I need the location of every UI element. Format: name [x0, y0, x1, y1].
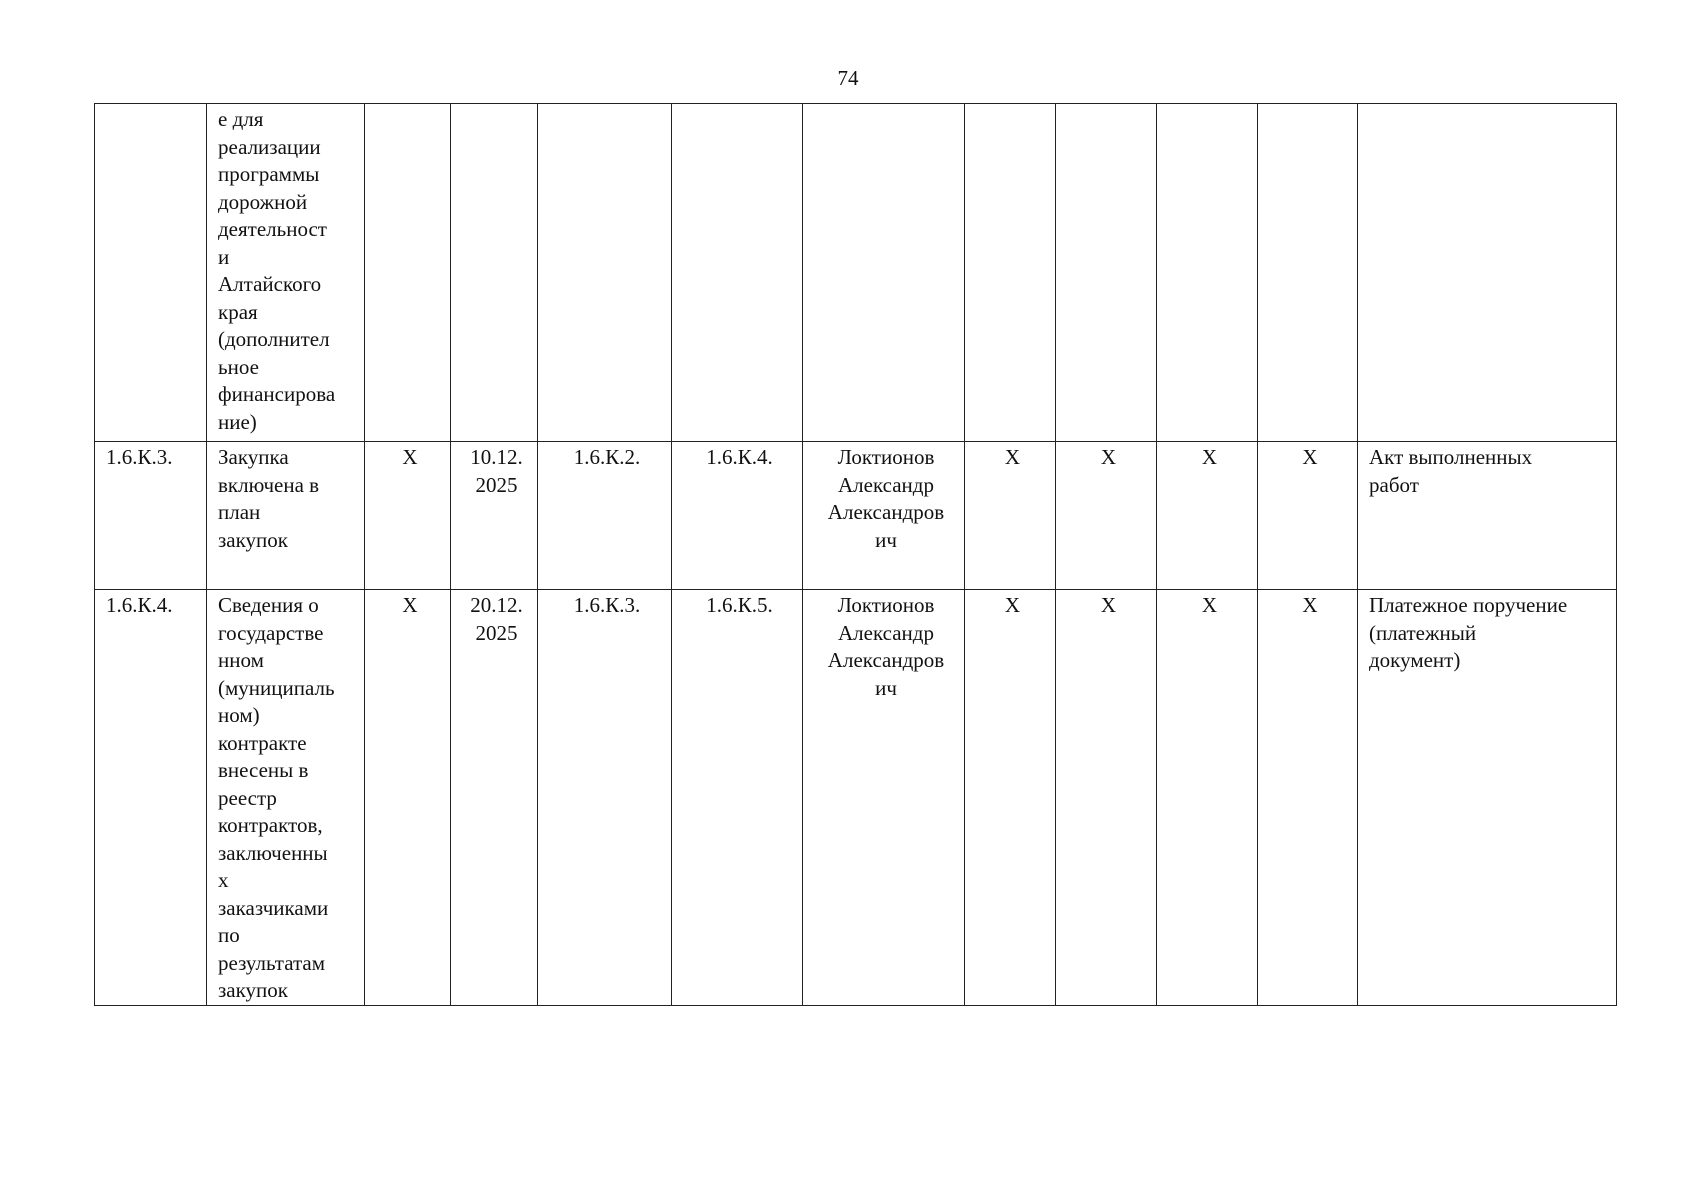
- cell-x3: X: [1157, 590, 1258, 1006]
- cell-result: [1358, 104, 1617, 442]
- cell-date: [451, 442, 538, 590]
- table-row: [95, 104, 1617, 442]
- cell-result: [1358, 442, 1617, 590]
- cell-name-line: внесены в: [218, 758, 309, 782]
- cell-prev: 1.6.К.2.: [538, 442, 672, 590]
- cell-responsible: [803, 442, 965, 590]
- table-row: [95, 442, 1617, 590]
- cell-responsible-line: Александр: [838, 620, 934, 645]
- cell-name-line: Сведения о: [218, 593, 319, 617]
- cell-name-line: края: [218, 299, 258, 324]
- cell-name-line: ьное: [218, 354, 259, 379]
- cell-name-line: программы: [218, 162, 320, 186]
- cell-date-line: 2025: [475, 472, 518, 497]
- cell-name-line: и: [218, 244, 230, 269]
- cell-name-line: (муниципаль: [218, 675, 335, 700]
- cell-result: [1358, 590, 1617, 1006]
- cell-prev: [538, 104, 672, 442]
- cell-col3: X: [365, 590, 451, 1006]
- cell-name-line: по: [218, 923, 240, 947]
- cell-result-line: Акт выполненных: [1369, 445, 1533, 469]
- cell-responsible-line: Александров: [827, 500, 945, 524]
- cell-name-line: дорожной: [218, 189, 308, 214]
- cell-x4: X: [1258, 590, 1358, 1006]
- cell-name-line: государстве: [218, 620, 324, 645]
- cell-name-line: х: [218, 868, 229, 892]
- cell-name-line: финансирова: [218, 382, 336, 406]
- cell-responsible-line: Локтионов: [837, 593, 935, 617]
- cell-name: [207, 104, 365, 442]
- cell-name-line: ние): [218, 409, 257, 434]
- cell-result-line: документ): [1369, 648, 1461, 672]
- cell-x4: X: [1258, 442, 1358, 590]
- cell-name-line: включена в: [218, 472, 320, 497]
- cell-name-line: реализации: [218, 134, 321, 159]
- cell-name-line: Закупка: [218, 445, 289, 469]
- cell-responsible: [803, 104, 965, 442]
- cell-name-line: ном): [218, 703, 260, 727]
- cell-responsible-line: Локтионов: [837, 445, 935, 469]
- cell-name-line: (дополнител: [218, 327, 330, 351]
- cell-responsible-line: ич: [875, 527, 897, 552]
- cell-result-line: Платежное поручение: [1369, 593, 1568, 617]
- cell-name-line: контрактов,: [218, 813, 323, 837]
- cell-date-line: 10.12.: [470, 445, 523, 469]
- cell-name-line: контракте: [218, 730, 307, 755]
- cell-name-line: Алтайского: [218, 272, 322, 296]
- cell-name-line: закупок: [218, 978, 288, 1002]
- cell-x1: X: [965, 590, 1056, 1006]
- cell-name-line: результатам: [218, 950, 326, 975]
- cell-next: [672, 104, 803, 442]
- cell-name-line: е для: [218, 107, 264, 131]
- cell-name: [207, 590, 365, 1006]
- cell-code: [95, 104, 207, 442]
- cell-date: [451, 104, 538, 442]
- cell-result-line: работ: [1369, 472, 1419, 497]
- cell-next: 1.6.К.5.: [672, 590, 803, 1006]
- cell-name-line: реестр: [218, 785, 277, 810]
- cell-code: 1.6.К.3.: [95, 442, 207, 590]
- cell-result-line: (платежный: [1369, 620, 1477, 645]
- cell-responsible-line: Александр: [838, 472, 934, 497]
- cell-responsible: [803, 590, 965, 1006]
- cell-col3: X: [365, 442, 451, 590]
- cell-prev: 1.6.К.3.: [538, 590, 672, 1006]
- cell-x2: [1056, 104, 1157, 442]
- cell-name-line: нном: [218, 648, 264, 672]
- cell-x3: X: [1157, 442, 1258, 590]
- cell-x2: X: [1056, 590, 1157, 1006]
- cell-date: [451, 590, 538, 1006]
- cell-name-line: план: [218, 500, 261, 524]
- cell-col3: [365, 104, 451, 442]
- cell-date-line: 20.12.: [470, 593, 523, 617]
- cell-name-line: заказчиками: [218, 895, 329, 920]
- table-row: [95, 590, 1617, 1006]
- cell-responsible-line: Александров: [827, 648, 945, 672]
- cell-x1: [965, 104, 1056, 442]
- page-number: 74: [837, 66, 859, 90]
- cell-x3: [1157, 104, 1258, 442]
- cell-next: 1.6.К.4.: [672, 442, 803, 590]
- cell-date-line: 2025: [475, 620, 518, 645]
- plan-table: [94, 103, 1617, 1006]
- cell-name-line: заключенны: [218, 840, 328, 865]
- cell-name: [207, 442, 365, 590]
- cell-x4: [1258, 104, 1358, 442]
- cell-code: 1.6.К.4.: [95, 590, 207, 1006]
- cell-name-line: деятельност: [218, 217, 327, 241]
- cell-name-line: закупок: [218, 527, 288, 552]
- cell-x2: X: [1056, 442, 1157, 590]
- cell-x1: X: [965, 442, 1056, 590]
- cell-responsible-line: ич: [875, 675, 897, 700]
